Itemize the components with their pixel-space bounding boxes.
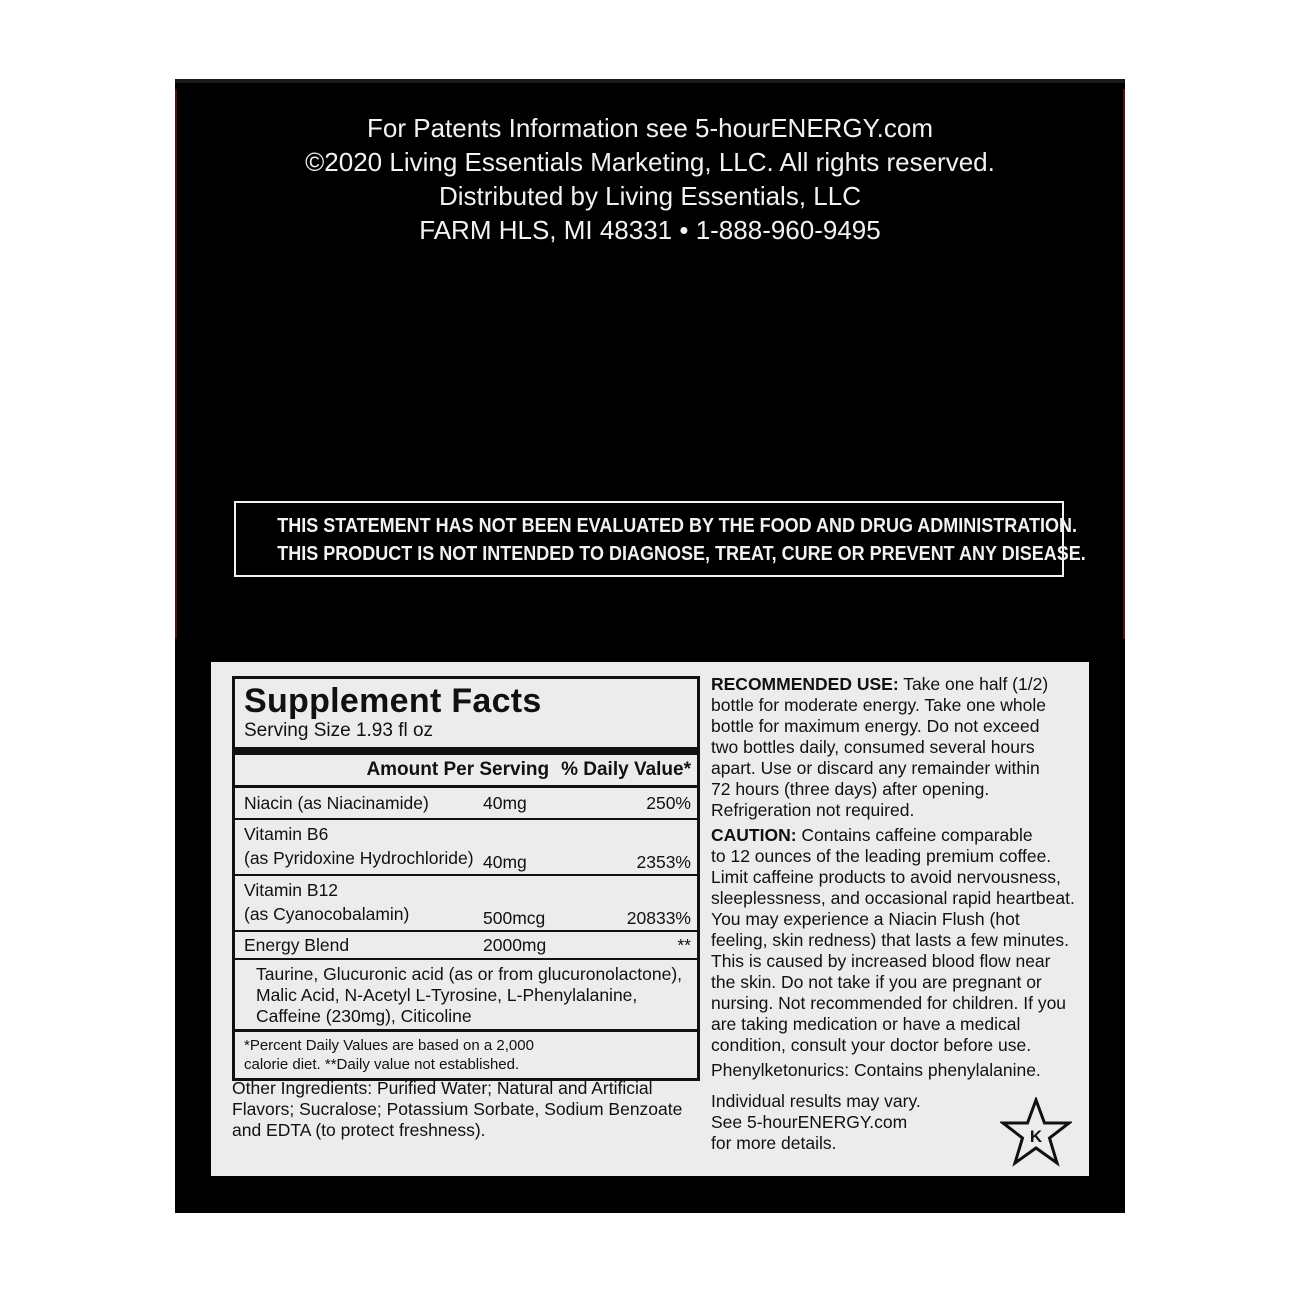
recommended-text: apart. Use or discard any remainder within bbox=[711, 758, 1040, 778]
corporate-info bbox=[175, 111, 1125, 247]
nutrient-name: Vitamin B6 bbox=[244, 824, 329, 844]
nutrient-daily-value: 20833% bbox=[626, 908, 691, 928]
results-line: See 5-hourENERGY.com bbox=[711, 1112, 908, 1132]
recommended-use bbox=[711, 674, 1081, 821]
caution-text: to 12 ounces of the leading premium coffee. bbox=[711, 846, 1052, 866]
patents-line: For Patents Information see 5-hourENERGY.com bbox=[367, 113, 933, 143]
nutrient-amount: 500mcg bbox=[483, 908, 546, 928]
recommended-use-label: RECOMMENDED USE: bbox=[711, 674, 899, 694]
header-daily-value: % Daily Value* bbox=[561, 759, 691, 780]
footnote-line: calorie diet. **Daily value not established. bbox=[244, 1056, 520, 1073]
fda-line-2: THIS PRODUCT IS NOT INTENDED TO DIAGNOSE, TREAT, CURE OR PREVENT ANY DISEASE. bbox=[277, 543, 1086, 565]
caution-text: sleeplessness, and occasional rapid heartbeat. bbox=[711, 888, 1075, 908]
supplement-facts-table bbox=[232, 676, 700, 1081]
nutrient-amount: 2000mg bbox=[483, 935, 547, 955]
footnote-line: *Percent Daily Values are based on a 2,000 bbox=[244, 1037, 534, 1054]
kosher-star-icon bbox=[1000, 1097, 1072, 1169]
caution bbox=[711, 825, 1081, 1056]
caution-text: This is caused by increased blood flow near bbox=[711, 951, 1051, 971]
fda-disclaimer-box bbox=[234, 501, 1086, 577]
nutrient-source: (as Cyanocobalamin) bbox=[244, 904, 410, 924]
table-row bbox=[235, 932, 697, 960]
caution-text: Contains caffeine comparable bbox=[796, 825, 1033, 845]
table-row bbox=[235, 788, 697, 820]
caution-text: You may experience a Niacin Flush (hot bbox=[711, 909, 1020, 929]
caution-text: are taking medication or have a medical bbox=[711, 1014, 1021, 1034]
recommended-text: bottle for moderate energy. Take one whole bbox=[711, 695, 1046, 715]
other-ingredients bbox=[232, 1078, 702, 1141]
recommended-text: 72 hours (three days) after opening. bbox=[711, 779, 990, 799]
recommended-text: Refrigeration not required. bbox=[711, 800, 915, 820]
phenylketonurics-warning: Phenylketonurics: Contains phenylalanine. bbox=[711, 1060, 1041, 1080]
caution-text: condition, consult your doctor before use. bbox=[711, 1035, 1032, 1055]
info-label bbox=[211, 662, 1089, 1176]
table-header bbox=[235, 755, 697, 788]
blend-line: Taurine, Glucuronic acid (as or from glucuronolactone), bbox=[256, 964, 683, 984]
nutrient-source: (as Pyridoxine Hydrochloride) bbox=[244, 848, 474, 868]
table-row bbox=[235, 820, 697, 876]
nutrient-amount: 40mg bbox=[483, 852, 527, 872]
results-line: for more details. bbox=[711, 1133, 837, 1153]
product-back-panel bbox=[175, 79, 1125, 1213]
caution-text: nursing. Not recommended for children. If you bbox=[711, 993, 1067, 1013]
nutrient-daily-value: 2353% bbox=[636, 852, 691, 872]
nutrient-amount: 40mg bbox=[483, 793, 527, 813]
recommended-text: two bottles daily, consumed several hours bbox=[711, 737, 1035, 757]
nutrient-daily-value: ** bbox=[677, 935, 691, 955]
header-amount: Amount Per Serving bbox=[366, 759, 550, 780]
daily-value-footnote bbox=[235, 1032, 697, 1078]
results-line: Individual results may vary. bbox=[711, 1091, 921, 1111]
copyright-line: ©2020 Living Essentials Marketing, LLC. All rights reserved. bbox=[305, 147, 995, 177]
recommended-text: bottle for maximum energy. Do not exceed bbox=[711, 716, 1040, 736]
caution-text: feeling, skin redness) that lasts a few minutes. bbox=[711, 930, 1069, 950]
nutrient-name: Energy Blend bbox=[244, 935, 350, 955]
kosher-letter: K bbox=[1029, 1127, 1043, 1146]
nutrient-name: Niacin (as Niacinamide) bbox=[244, 793, 429, 813]
nutrient-daily-value: 250% bbox=[646, 793, 691, 813]
address-phone-line: FARM HLS, MI 48331 • 1-888-960-9495 bbox=[419, 215, 881, 245]
distributor-line: Distributed by Living Essentials, LLC bbox=[439, 181, 861, 211]
fda-line-1: THIS STATEMENT HAS NOT BEEN EVALUATED BY THE FOOD AND DRUG ADMINISTRATION. bbox=[277, 515, 1077, 537]
energy-blend-ingredients bbox=[235, 960, 697, 1032]
other-ingredients-line: Other Ingredients: Purified Water; Natural and Artificial bbox=[232, 1078, 653, 1098]
caution-label: CAUTION: bbox=[711, 825, 797, 845]
serving-size: Serving Size 1.93 fl oz bbox=[235, 719, 697, 755]
recommended-text: Take one half (1/2) bbox=[898, 674, 1049, 694]
caution-text: Limit caffeine products to avoid nervousness, bbox=[711, 867, 1061, 887]
table-row bbox=[235, 876, 697, 932]
other-ingredients-line: and EDTA (to protect freshness). bbox=[232, 1120, 486, 1140]
supplement-facts-title: Supplement Facts bbox=[244, 682, 542, 720]
blend-line: Malic Acid, N-Acetyl L-Tyrosine, L-Phenylalanine, bbox=[256, 985, 638, 1005]
nutrient-name: Vitamin B12 bbox=[244, 880, 339, 900]
caution-text: the skin. Do not take if you are pregnant or bbox=[711, 972, 1042, 992]
blend-line: Caffeine (230mg), Citicoline bbox=[256, 1006, 472, 1026]
usage-warnings bbox=[711, 674, 1081, 1158]
other-ingredients-line: Flavors; Sucralose; Potassium Sorbate, Sodium Benzoate bbox=[232, 1099, 683, 1119]
